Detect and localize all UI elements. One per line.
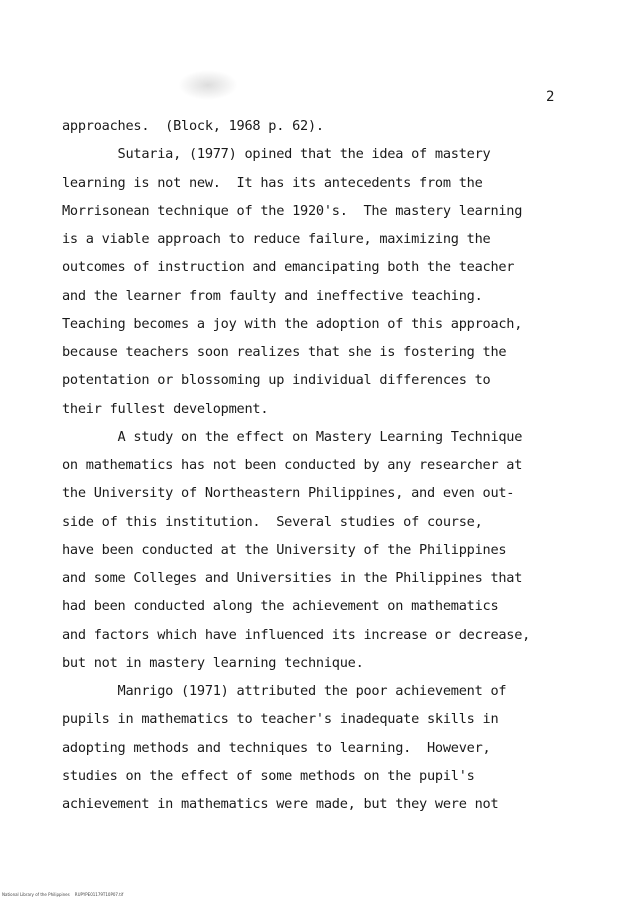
text-line: Teaching becomes a joy with the adoption of this approach, — [62, 316, 523, 332]
text-line: and some Colleges and Universities in the Philippines that — [62, 570, 523, 586]
text-line: Manrigo (1971) attributed the poor achievement of — [62, 683, 507, 699]
text-line: had been conducted along the achievement on mathematics — [62, 598, 499, 614]
text-line: their fullest development. — [62, 401, 269, 417]
page-number: 2 — [546, 89, 555, 105]
text-line: and factors which have influenced its increase or decrease, — [62, 627, 531, 643]
text-line: learning is not new. It has its antecedents from the — [62, 175, 483, 191]
scan-smudge — [178, 70, 238, 100]
text-line: have been conducted at the University of the Philippines — [62, 542, 507, 558]
text-line: outcomes of instruction and emancipating both the teacher — [62, 259, 515, 275]
text-line: on mathematics has not been conducted by any researcher at — [62, 457, 523, 473]
text-line: pupils in mathematics to teacher's inadequate skills in — [62, 711, 499, 727]
text-line: is a viable approach to reduce failure, maximizing the — [62, 231, 491, 247]
text-line: A study on the effect on Mastery Learning Technique — [62, 429, 523, 445]
text-line: adopting methods and techniques to learning. However, — [62, 740, 491, 756]
scan-footer: National Library of the Philippines RUPYPE01179T10P07.tif — [2, 892, 124, 897]
text-line: achievement in mathematics were made, but they were not — [62, 796, 499, 812]
text-line: approaches. (Block, 1968 p. 62). — [62, 118, 324, 134]
text-line: Sutaria, (1977) opined that the idea of mastery — [62, 146, 491, 162]
text-line: potentation or blossoming up individual differences to — [62, 372, 491, 388]
text-line: but not in mastery learning technique. — [62, 655, 364, 671]
text-line: studies on the effect of some methods on the pupil's — [62, 768, 475, 784]
text-line: because teachers soon realizes that she is fostering the — [62, 344, 507, 360]
text-line: and the learner from faulty and ineffective teaching. — [62, 288, 483, 304]
text-line: side of this institution. Several studies of course, — [62, 514, 483, 530]
text-line: the University of Northeastern Philippines, and even out- — [62, 485, 515, 501]
text-line: Morrisonean technique of the 1920's. The mastery learning — [62, 203, 523, 219]
